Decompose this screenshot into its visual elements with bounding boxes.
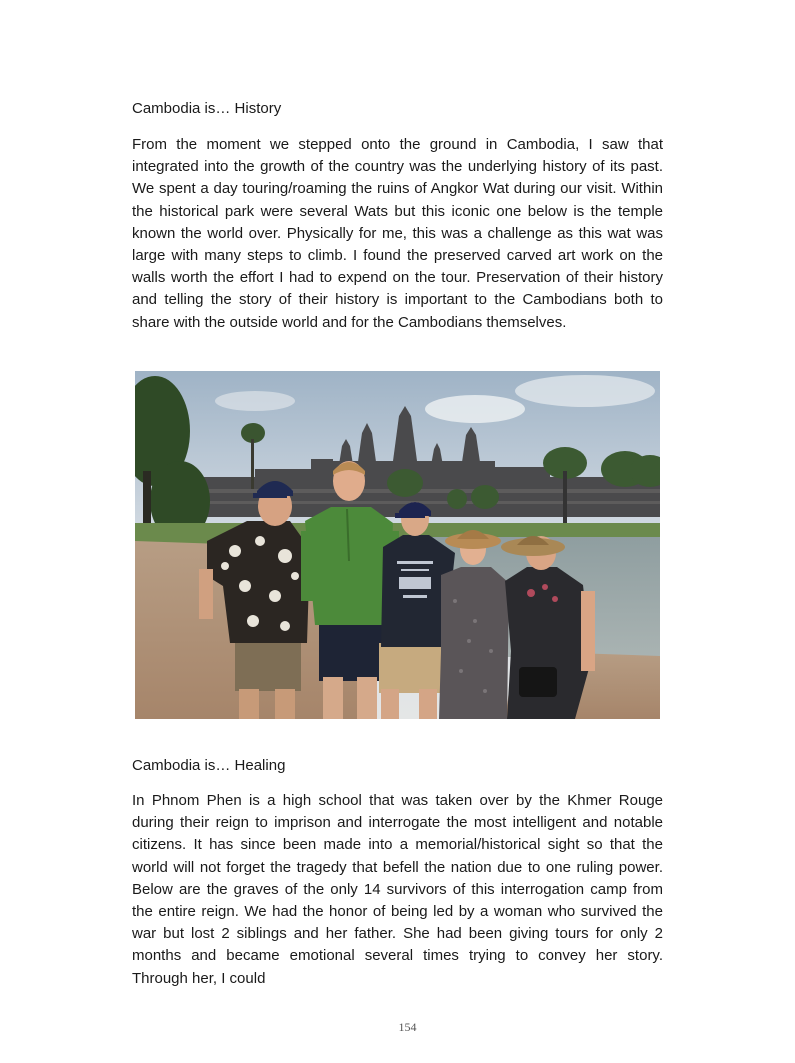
angkor-wat-group-photo <box>135 371 660 719</box>
page-number: 154 <box>398 1020 417 1034</box>
section-heading-healing: Cambodia is… Healing <box>132 757 286 774</box>
section-heading-history: Cambodia is… History <box>132 100 282 117</box>
section-body-history: From the moment we stepped onto the ground in Cambodia, I saw that integrated into the growth of the country was the underlying history of its past. We spent a day touring/roaming the ruins of Angkor Wat during our visit. Within the historical park were several Wats but this iconic one below is the temple known the world over. Physically for me, this was a challenge as this wat was large with many steps to climb. I found the preserved carved art work on the walls worth the effort I had to expend on the tour. Preservation of their history and telling the story of their history is important to the Cambodians both to share with the outside world and for the Cambodians themselves. <box>132 136 663 331</box>
section-body-healing: In Phnom Phen is a high school that was taken over by the Khmer Rouge during their reign to imprison and interrogate the most intelligent and notable citizens. It has since been made into a memorial/historical sight so that the world will not forget the tragedy that befell the nation due to one ruling power. Below are the graves of the only 14 survivors of this interrogation camp from the entire reign. We had the honor of being led by a woman who survived the war but lost 2 siblings and her father. She had been giving tours for only 2 months and became emotional several times trying to convey her story. Through her, I could <box>132 792 663 987</box>
